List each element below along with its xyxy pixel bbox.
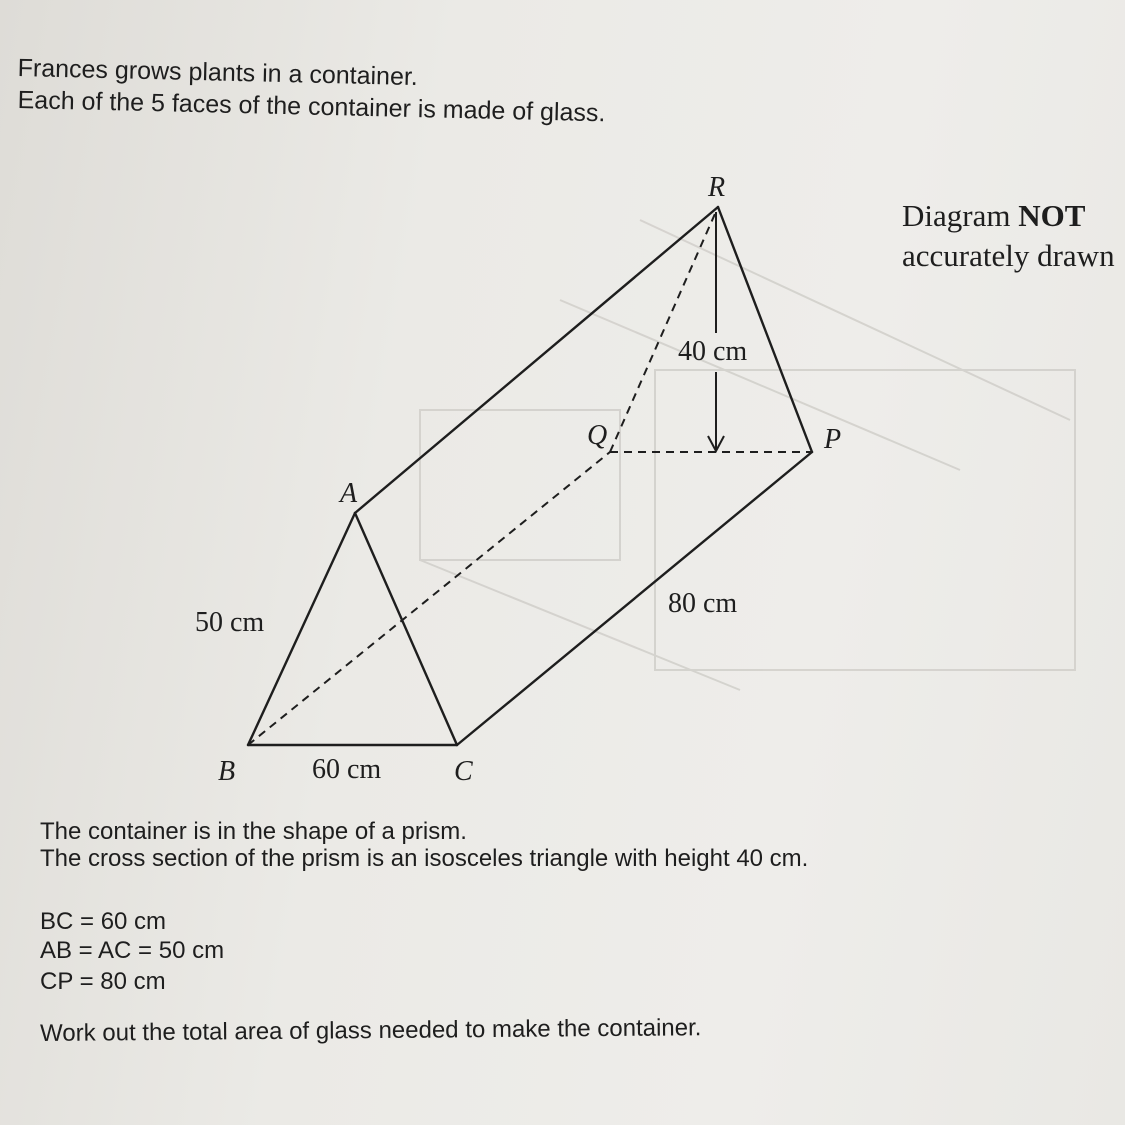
diagram-note-regular: Diagram: [902, 198, 1019, 233]
vertex-label-r: R: [708, 172, 726, 203]
measure-slant: 50 cm: [195, 607, 265, 638]
measure-height: 40 cm: [678, 336, 748, 367]
edge-ac: [355, 513, 457, 745]
description-line-2: The cross section of the prism is an isosceles triangle with height 40 cm.: [40, 845, 809, 872]
given-ab-ac: AB = AC = 50 cm: [40, 937, 225, 964]
diagram-note-bold: NOT: [1018, 198, 1086, 233]
given-cp: CP = 80 cm: [40, 968, 166, 995]
vertex-label-q: Q: [587, 420, 608, 451]
description-line-1: The container is in the shape of a prism.: [40, 818, 467, 845]
edge-bq-hidden: [248, 452, 610, 745]
edge-cp: [457, 452, 812, 745]
intro-line-1: Frances grows plants in a container.: [17, 54, 419, 92]
vertex-label-a: A: [340, 478, 358, 509]
edge-rp: [718, 207, 812, 452]
vertex-label-c: C: [454, 756, 473, 787]
height-arrow: [708, 212, 724, 451]
edge-ar: [355, 207, 718, 513]
vertex-label-p: P: [824, 424, 842, 455]
intro-line-2: Each of the 5 faces of the container is made of glass.: [17, 86, 606, 128]
vertex-label-b: B: [218, 756, 236, 787]
diagram-note-line-2: accurately drawn: [902, 238, 1115, 273]
task-prompt: Work out the total area of glass needed to make the container.: [40, 1014, 702, 1047]
measure-length: 80 cm: [668, 588, 738, 619]
given-bc: BC = 60 cm: [40, 908, 167, 935]
measure-base: 60 cm: [312, 754, 382, 785]
edge-qr-hidden: [610, 207, 718, 452]
